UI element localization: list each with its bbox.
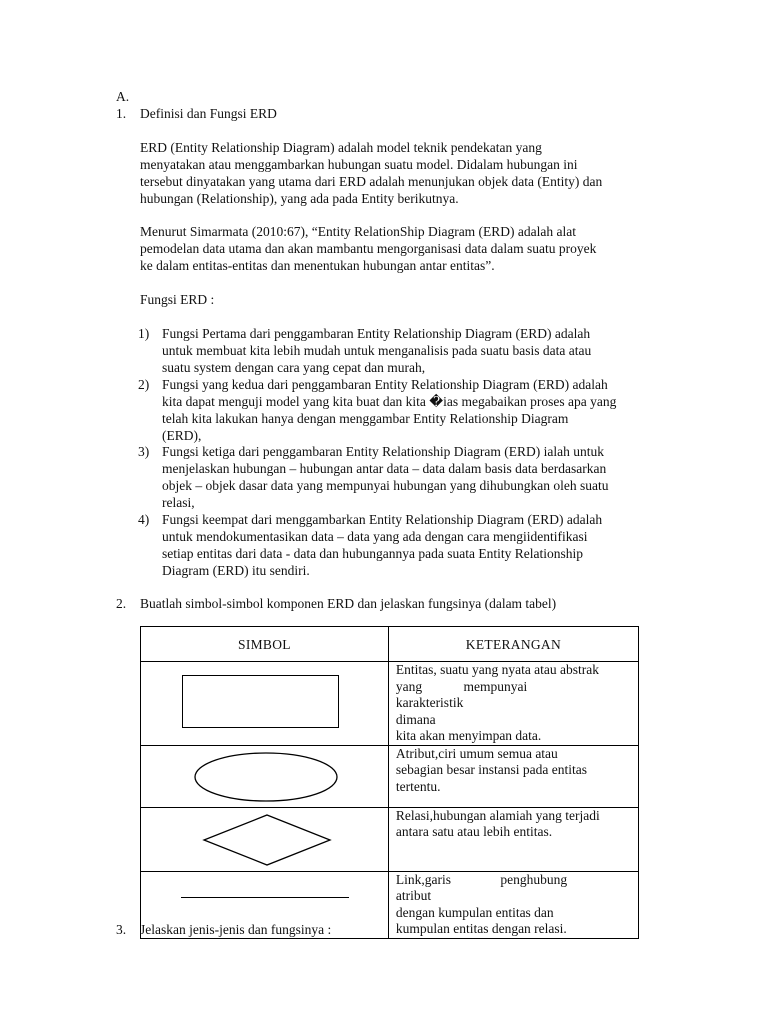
list-item-line: setiap entitas dari data - data dan hubungannya pada suata Entity Relationship — [162, 546, 583, 561]
q1-paragraph-quote — [140, 223, 680, 274]
list-item-line: untuk membuat kita lebih mudah untuk menganalisis pada suatu basis data atau — [162, 343, 592, 358]
list-item — [162, 511, 682, 579]
paragraph-line: ke dalam entitas-entitas dan menentukan hubungan antar entitas”. — [140, 258, 495, 273]
description-line: sebagian besar instansi pada entitas — [395, 762, 588, 777]
description-line: Relasi,hubungan alamiah yang terjadi — [395, 807, 600, 823]
header-symbol: SIMBOL — [141, 627, 389, 662]
description-line: dengan kumpulan entitas dan — [395, 904, 554, 920]
list-item-line: relasi, — [162, 495, 195, 510]
description-cell — [388, 662, 638, 746]
q1-paragraph-definition — [140, 139, 680, 207]
table-row — [141, 662, 639, 746]
symbol-cell — [141, 807, 389, 871]
section-label: A. — [116, 89, 130, 104]
description-cell — [388, 745, 638, 807]
list-item-line: Fungsi keempat dari menggambarkan Entity Relationship Diagram (ERD) adalah — [162, 512, 603, 527]
table-header-row — [141, 627, 639, 662]
description-cell — [388, 807, 638, 871]
q2-number: 2. — [116, 596, 127, 611]
list-item-line: Diagram (ERD) itu sendiri. — [162, 563, 310, 578]
description-cell — [388, 871, 638, 938]
relation-diamond-symbol — [201, 813, 333, 867]
description-line: antara satu atau lebih entitas. — [395, 824, 553, 839]
list-item-line: Fungsi ketiga dari penggambaran Entity Relationship Diagram (ERD) ialah untuk — [162, 444, 605, 459]
list-item-line: telah kita lakukan hanya dengan menggambar Entity Relationship Diagram — [162, 411, 569, 426]
paragraph-line: hubungan (Relationship), yang ada pada Entity berikutnya. — [140, 191, 459, 206]
q3-title: Jelaskan jenis-jenis dan fungsinya : — [140, 922, 332, 937]
list-item — [162, 376, 682, 444]
list-item — [162, 443, 682, 511]
description-line-justified — [396, 679, 632, 712]
list-item-number: 3) — [138, 444, 150, 459]
description-line: Link,garis penghubung atribut — [395, 871, 568, 903]
list-item-line: menjelaskan hubungan – hubungan antar data – data dalam basis data berdasarkan — [162, 461, 607, 476]
list-item-line: Fungsi Pertama dari penggambaran Entity Relationship Diagram (ERD) adalah — [162, 326, 591, 341]
description-line: kita akan menyimpan data. — [395, 728, 542, 743]
list-item-line: kita dapat menguji model yang kita buat dan kita �ias megabaikan proses apa yang — [162, 394, 617, 409]
q1-title: Definisi dan Fungsi ERD — [140, 106, 277, 121]
description-line: yang mempunyai karakteristik — [395, 678, 528, 710]
symbol-cell — [141, 662, 389, 746]
paragraph-line: ERD (Entity Relationship Diagram) adalah model teknik pendekatan yang — [140, 140, 542, 155]
description-line: dimana — [395, 711, 436, 727]
q1-number: 1. — [116, 106, 127, 121]
q3-number: 3. — [116, 922, 127, 937]
description-line: tertentu. — [395, 778, 441, 794]
paragraph-line: Menurut Simarmata (2010:67), “Entity RelationShip Diagram (ERD) adalah alat — [140, 224, 577, 239]
entity-rectangle-symbol — [182, 675, 339, 728]
description-line: kumpulan entitas dengan relasi. — [395, 921, 567, 936]
list-item-number: 2) — [138, 377, 150, 392]
list-item-line: untuk mendokumentasikan data – data yang ada dengan cara mengiidentifikasi — [162, 529, 588, 544]
list-item — [162, 325, 682, 376]
attribute-ellipse-symbol — [193, 751, 339, 803]
paragraph-line: pemodelan data utama dan akan mambantu mengorganisasi data dalam suatu proyek — [140, 241, 597, 256]
fungsi-heading: Fungsi ERD : — [140, 292, 215, 307]
list-item-number: 4) — [138, 512, 150, 527]
description-line: Entitas, suatu yang nyata atau abstrak — [395, 662, 600, 677]
symbol-cell — [141, 745, 389, 807]
paragraph-line: menyatakan atau menggambarkan hubungan suatu model. Didalam hubungan ini — [140, 157, 578, 172]
list-item-line: objek – objek dasar data yang mempunyai hubungan yang dihubungkan oleh suatu — [162, 478, 609, 493]
table-row — [141, 745, 639, 807]
list-item-line: (ERD), — [162, 428, 202, 443]
q2-title: Buatlah simbol-simbol komponen ERD dan jelaskan fungsinya (dalam tabel) — [140, 596, 557, 611]
description-line: Atribut,ciri umum semua atau — [395, 745, 558, 761]
link-line-symbol — [181, 897, 349, 898]
erd-symbol-table — [140, 626, 639, 939]
table-row — [141, 807, 639, 871]
paragraph-line: tersebut dinyatakan yang utama dari ERD adalah menunjukan objek data (Entity) dan — [140, 174, 603, 189]
list-item-number: 1) — [138, 326, 150, 341]
header-description: KETERANGAN — [388, 627, 638, 662]
list-item-line: suatu system dengan cara yang cepat dan murah, — [162, 360, 426, 375]
list-item-line: Fungsi yang kedua dari penggambaran Entity Relationship Diagram (ERD) adalah — [162, 377, 608, 392]
